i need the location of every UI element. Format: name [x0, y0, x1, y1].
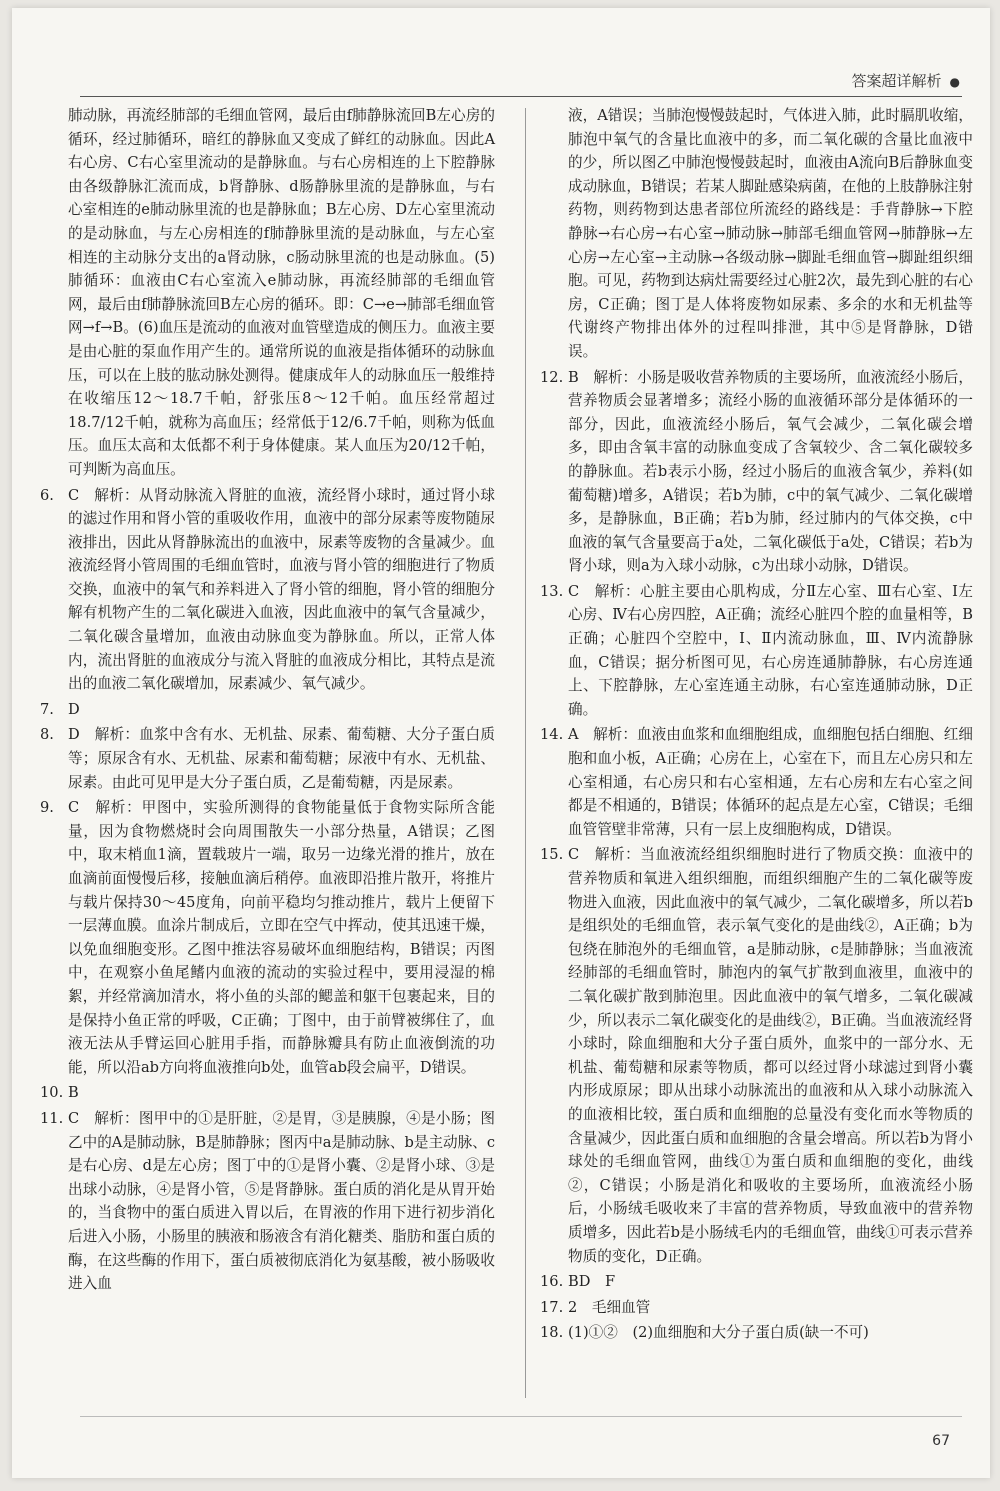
right-lead-paragraph: 液，A错误；当肺泡慢慢鼓起时，气体进入肺，此时膈肌收缩，肺泡中氧气的含量比血液中的多，而二氧化碳的含量比血液中的少，所以图乙中肺泡慢慢鼓起时，血液由A流向B后静脉血变成动脉血，B错误；若某人脚趾感染病菌，在他的上肢静脉注射药物，则药物到达患者部位所流经的路线是：手背静脉→下腔静脉→右心房→右心室→肺动脉→肺部毛细血管网→肺静脉→左心房→左心室→主动脉→各级动脉→脚趾毛细血管→脚趾组织细胞。可见，药物到达病灶需要经过心脏2次，最先到心脏的右心房，C正确；图丁是人体将废物如尿素、多余的水和无机盐等代谢终产物排出体外的过程叫排泄，其中⑤是肾静脉，D错误。	[568, 107, 973, 360]
answer-item	[40, 1107, 495, 1296]
item-number: 9.	[40, 799, 54, 817]
item-text: D	[68, 700, 80, 718]
header-marker: ●	[949, 75, 960, 89]
item-number: 15.	[540, 846, 564, 864]
item-number: 11.	[40, 1109, 64, 1127]
item-number: 13.	[540, 582, 564, 600]
item-number: 12.	[540, 368, 564, 386]
header-section-label	[852, 70, 961, 91]
left-lead-paragraph: 肺动脉，再流经肺部的毛细血管网，最后由f肺静脉流回B左心房的循环，经过肺循环，暗红的静脉血又变成了鲜红的动脉血。因此A右心房、C右心室里流动的是静脉血。与右心房相连的上下腔静脉由各级静脉汇流而成，b肾静脉、d肠静脉里流的是静脉血，与右心室相连的e肺动脉里流的也是静脉血；B左心房、D左心室里流动的是动脉血，与左心房相连的f肺静脉里流的是动脉血，与左心室相连的主动脉分支出的a肾动脉，c肠动脉里流的也是动脉血。(5)肺循环：血液由C右心室流入e肺动脉，再流经肺部的毛细血管网，最后由f肺静脉流回B左心房的循环。即：C→e→肺部毛细血管网→f→B。(6)血压是流动的血液对血管壁造成的侧压力。血液主要是由心脏的泵血作用产生的。通常所说的血液是指体循环的动脉血压，可以在上肢的肱动脉处测得。健康成年人的动脉血压一般维持在收缩压12～18.7千帕，舒张压8～12千帕。血压经常超过18.7/12千帕，就称为高血压；经常低于12/6.7千帕，则称为低血压。血压太高和太低都不利于身体健康。某人血压为20/12千帕，可判断为高血压。	[68, 107, 495, 478]
answer-item	[40, 796, 495, 1079]
answer-item	[540, 580, 973, 722]
item-text: B 解析：小肠是吸收营养物质的主要场所，血液流经小肠后，营养物质会显著增多；流经小肠的血液循环部分是体循环的一部分，因此，血液流经小肠后，氧气会减少，二氧化碳会增多，即由含氧丰富的动脉血变成了含氧较少、含二氧化碳较多的静脉血。若b表示小肠，经过小肠后的血液含氧少，养料(如葡萄糖)增多，A错误；若b为肺，c中的氧气减少、二氧化碳增多，是静脉血，B正确；若b为肺，经过肺内的气体交换，c中血液的氧气含量要高于a处，二氧化碳低于a处，C错误；若b为肾小球，则a为入球小动脉，c为出球小动脉，D错误。	[568, 368, 973, 575]
right-column	[540, 104, 973, 1347]
answer-item	[40, 484, 495, 696]
item-text: C 解析：从肾动脉流入肾脏的血液，流经肾小球时，通过肾小球的滤过作用和肾小管的重吸收作用，血液中的部分尿素等废物随尿液排出，因此从肾静脉流出的血液中，尿素等废物的含量减少。血液流经肾小管周围的毛细血管时，血液与肾小管的细胞进行了物质交换，血液中的氧气和养料进入了肾小管的细胞，肾小管的细胞分解有机物产生的二氧化碳进入血液，因此血液中的氧气含量减少，二氧化碳含量增加，血液由动脉血变为静脉血。所以，正常人体内，流出肾脏的血液成分与流入肾脏的血液成分相比，其特点是流出的血液二氧化碳增加，尿素减少、氧气减少。	[68, 486, 495, 693]
item-number: 14.	[540, 726, 564, 744]
item-text: (1)①② (2)血细胞和大分子蛋白质(缺一不可)	[568, 1324, 869, 1342]
item-number: 6.	[40, 486, 54, 504]
column-divider	[525, 108, 526, 1398]
answer-item	[40, 1081, 495, 1105]
answer-item	[540, 723, 973, 841]
item-number: 16.	[540, 1273, 564, 1291]
answer-item	[540, 366, 973, 578]
page-number: 67	[932, 1433, 950, 1449]
item-text: C 解析：心脏主要由心肌构成，分Ⅱ左心室、Ⅲ右心室、Ⅰ左心房、Ⅳ右心房四腔，A正确；流经心脏四个腔的血量相等，B正确；心脏四个空腔中，Ⅰ、Ⅱ内流动脉血，Ⅲ、Ⅳ内流静脉血，C错误；据分析图可见，右心房连通肺静脉，右心房连通上、下腔静脉，左心室连通主动脉，右心室连通肺动脉，D正确。	[568, 582, 973, 718]
item-text: C 解析：图甲中的①是肝脏，②是胃，③是胰腺，④是小肠；图乙中的A是肺动脉，B是肺静脉；图丙中a是肺动脉、b是主动脉、c是右心房、d是左心房；图丁中的①是肾小囊、②是肾小球、③是出球小动脉，④是肾小管，⑤是肾静脉。蛋白质的消化是从胃开始的，当食物中的蛋白质进入胃以后，在胃液的作用下进行初步消化后进入小肠，小肠里的胰液和肠液含有消化糖类、脂肪和蛋白质的酶，在这些酶的作用下，蛋白质被彻底消化为氨基酸，被小肠吸收进入血	[68, 1109, 495, 1293]
item-number: 18.	[540, 1324, 564, 1342]
left-column	[40, 104, 495, 1298]
item-number: 10.	[40, 1084, 64, 1102]
item-text: 2 毛细血管	[568, 1298, 651, 1316]
answer-item	[40, 723, 495, 794]
item-text: C 解析：甲图中，实验所测得的食物能量低于食物实际所含能量，因为食物燃烧时会向周围散失一小部分热量，A错误；乙图中，取末梢血1滴，置载玻片一端，取另一边缘光滑的推片，放在血滴前面慢慢后移，接触血滴后稍停。血液即沿推片散开，将推片与载片保持30～45度角，向前平稳均匀推动推片，载片上便留下一层薄血膜。血涂片制成后，立即在空气中挥动，使其迅速干燥，以免血细胞变形。乙图中推法容易破坏血细胞结构，B错误；丙图中，在观察小鱼尾鳍内血液的流动的实验过程中，要用浸湿的棉絮，并经常滴加清水，将小鱼的头部的鳃盖和躯干包裹起来，目的是保持小鱼正常的呼吸，C正确；丁图中，由于前臂被绑住了，血液无法从手臂运回心脏用手指，而静脉瓣具有防止血液倒流的功能，所以沿ab方向将血液推向b处，血管ab段会扁平，D错误。	[68, 799, 495, 1076]
answer-item	[540, 1321, 973, 1345]
item-text: D 解析：血浆中含有水、无机盐、尿素、葡萄糖、大分子蛋白质等；原尿含有水、无机盐、尿素和葡萄糖；尿液中有水、无机盐、尿素。由此可见甲是大分子蛋白质，乙是葡萄糖，丙是尿素。	[68, 726, 495, 791]
section-label-text: 答案超详解析	[851, 72, 942, 90]
item-text: BD F	[568, 1273, 616, 1291]
answer-item	[540, 843, 973, 1268]
item-number: 17.	[540, 1298, 564, 1316]
header-rule	[80, 96, 962, 97]
answer-item	[40, 698, 495, 722]
item-text: B	[68, 1084, 79, 1102]
answer-item	[540, 1296, 973, 1320]
item-text: C 解析：当血液流经组织细胞时进行了物质交换：血液中的营养物质和氧进入组织细胞，而组织细胞产生的二氧化碳等废物进入血液，因此血液中的氧气减少，二氧化碳增多，所以若b是组织处的毛细血管，表示氧气变化的是曲线②，A正确；b为包绕在肺泡外的毛细血管，a是肺动脉，c是肺静脉；当血液流经肺部的毛细血管时，肺泡内的氧气扩散到血液里，血液中的二氧化碳扩散到肺泡里。因此血液中的氧气增多，二氧化碳减少，所以表示二氧化碳变化的是曲线②，B正确。当血液流经肾小球时，除血细胞和大分子蛋白质外，血浆中的一部分水、无机盐、葡萄糖和尿素等物质，都可以经过肾小球滤过到肾小囊内形成原尿；即从出球小动脉流出的血液和从入球小动脉流入的血液相比较，蛋白质和血细胞的总量没有变化而水等物质的含量减少，因此蛋白质和血细胞的含量会增高。所以若b为肾小球处的毛细血管网，曲线①为蛋白质和血细胞的变化，曲线②，C错误；小肠是消化和吸收的主要场所，血液流经小肠后，小肠绒毛吸收来了丰富的营养物质，导致血液中的营养物质增多，因此若b是小肠绒毛内的毛细血管，曲线①可表示营养物质的变化，D正确。	[568, 846, 973, 1265]
item-number: 8.	[40, 726, 54, 744]
footer-rule	[80, 1416, 962, 1417]
item-number: 7.	[40, 700, 54, 718]
answer-item	[540, 1270, 973, 1294]
item-text: A 解析：血液由血浆和血细胞组成，血细胞包括白细胞、红细胞和血小板，A正确；心房在上，心室在下，而且左心房只和左心室相通，右心房只和右心室相通，左右心房和左右心室之间都是不相通的，B错误；体循环的起点是左心室，C错误；毛细血管管壁非常薄，只有一层上皮细胞构成，D错误。	[568, 726, 973, 838]
